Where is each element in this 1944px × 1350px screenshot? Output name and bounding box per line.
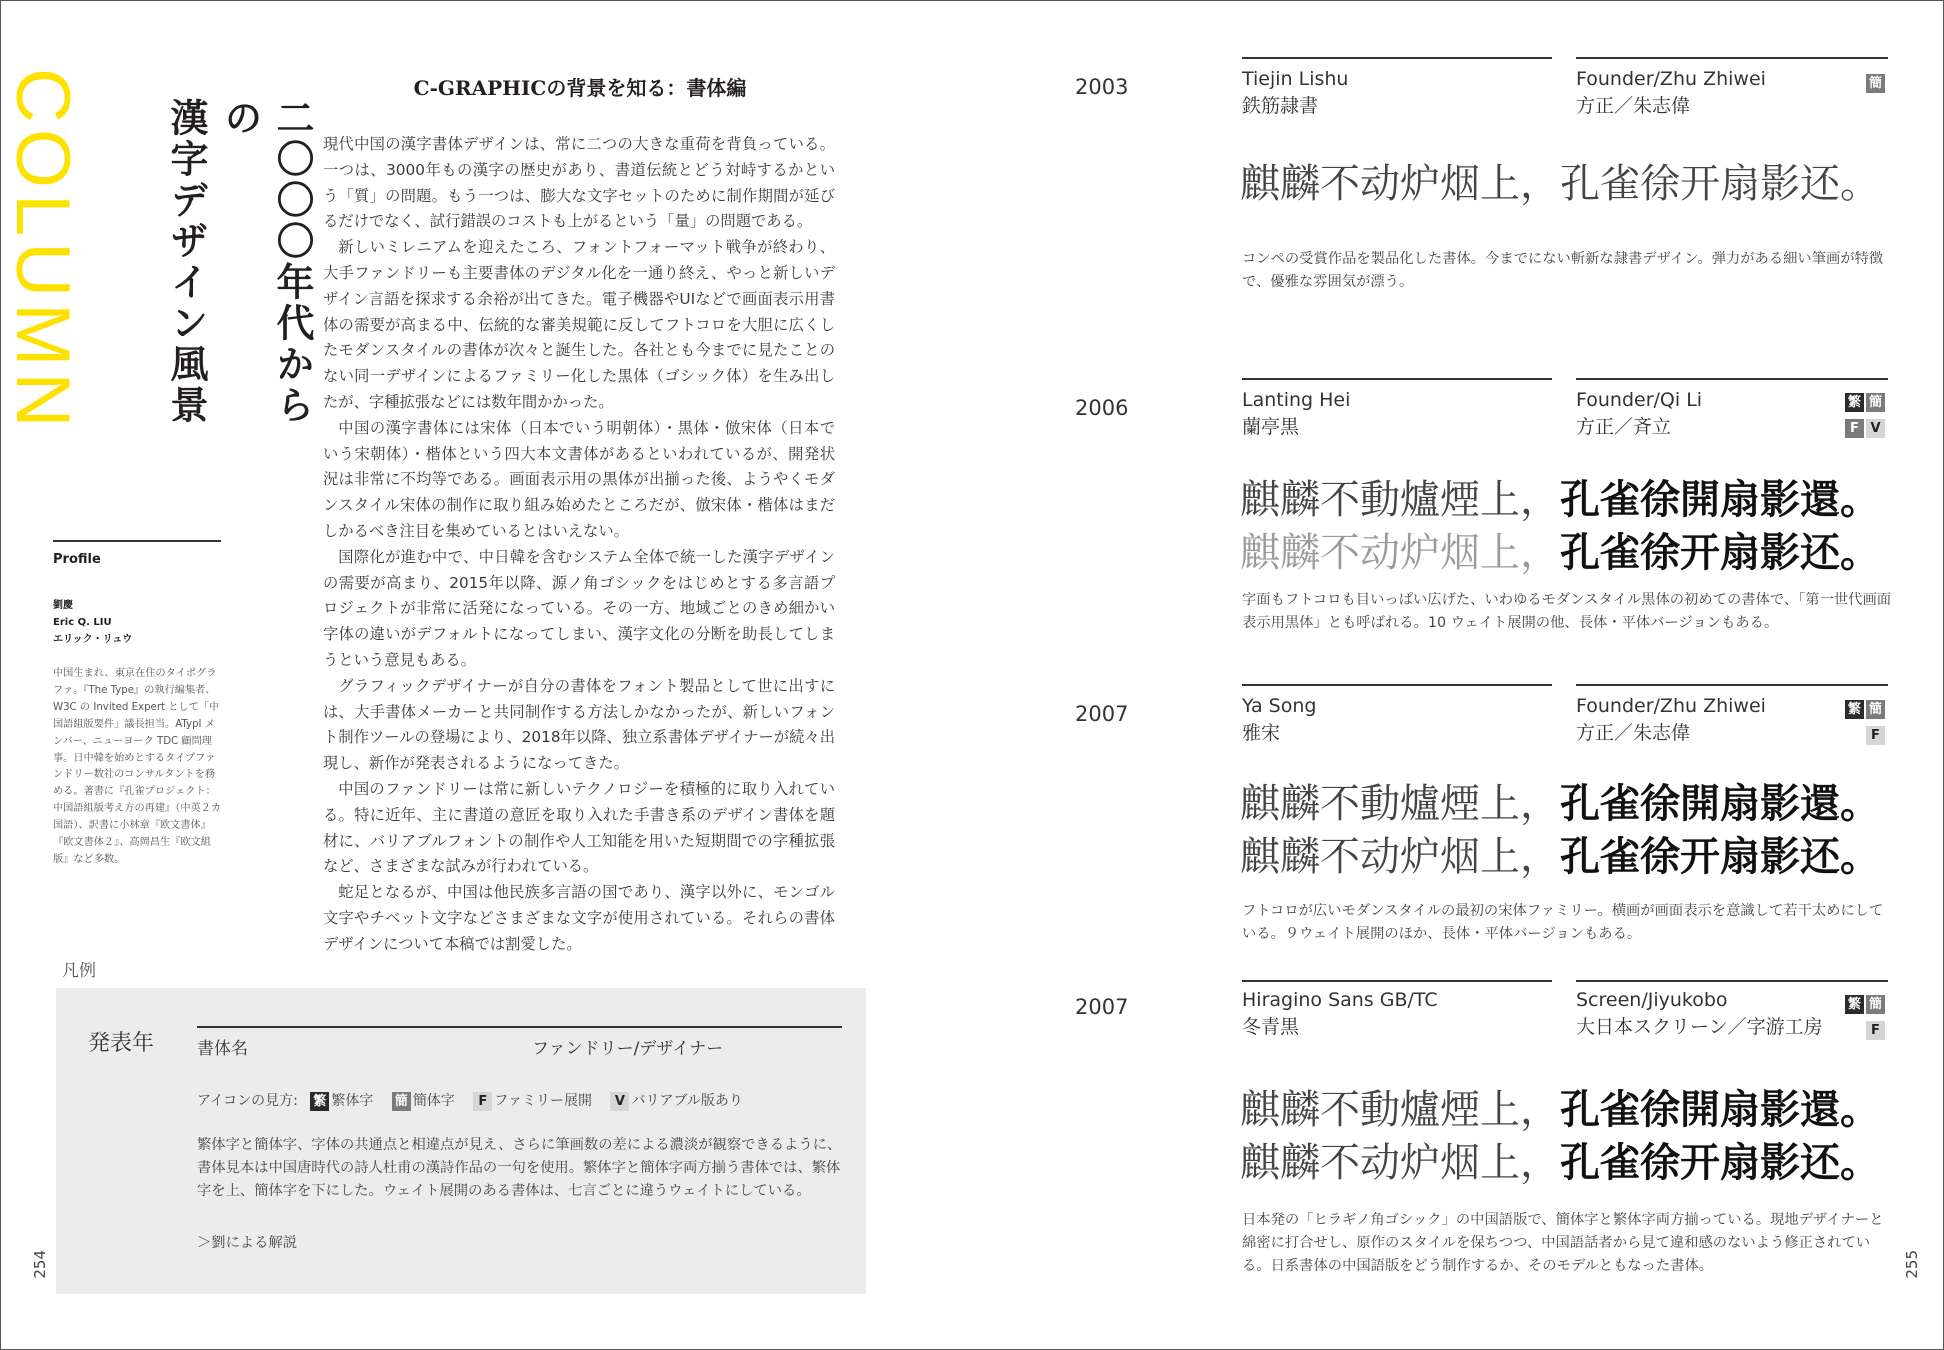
- legend-typeface-name-label: 書体名: [197, 1026, 567, 1059]
- type-sample: 麒麟不動爐煙上，孔雀徐開扇影還。 麒麟不动炉烟上，孔雀徐开扇影还。: [1240, 781, 1880, 880]
- body-paragraph: 蛇足となるが、中国は他民族多言語の国であり、漢字以外に、モンゴル文字やチベット文字などさまざまな文字が使用されている。それらの書体デザインについて本稿では割愛した。: [323, 883, 835, 953]
- traditional-icon: 繁: [310, 1092, 329, 1111]
- foundry-designer: Founder/Zhu Zhiwei 方正／朱志偉: [1576, 695, 1766, 744]
- article-title: C-GRAPHICの背景を知る：書体編: [413, 76, 747, 100]
- entry-badges: [1845, 994, 1887, 1046]
- family-icon: F: [1845, 419, 1864, 438]
- legend-note: 繁体字と簡体字、字体の共通点と相違点が見え、さらに筆画数の差による濃淡が観察できるように、書体見本は中国唐時代の詩人杜甫の漢詩作品の一句を使用。繁体字と簡体字両方揃う書体では、繁体字を上、簡体字を下にした。ウェイト展開のある書体は、七言ごとに違うウェイトにしている。: [197, 1137, 842, 1199]
- vertical-title-line-2: 漢字デザイン風景: [164, 98, 209, 426]
- legend-icon-key: [197, 1090, 757, 1111]
- typeface-name: Tiejin Lishu 鉄筋隷書: [1242, 68, 1349, 117]
- foundry-designer: Founder/Qi Li 方正／斉立: [1576, 389, 1703, 438]
- body-paragraph: 新しいミレニアムを迎えたころ、フォントフォーマット戦争が終わり、大手ファンドリーも主要書体のデジタル化を一通り終え、やっと新しいデザイン言語を探求する余裕が出てきた。電子機器やUIなどで画面表示用書体の需要が高まる中、伝統的な審美規範に反してフトコロを大胆に広くしたモダンスタイルの書体が次々と誕生した。各社とも今までに見たことのない同一デザインによるファミリー化した黒体（ゴシック体）を生み出したが、字種拡張などには数年間かかった。: [323, 238, 835, 411]
- traditional-icon: 繁: [1845, 700, 1864, 719]
- entry-description: 字面もフトコロも目いっぱい広げた、いわゆるモダンスタイル黒体の初めての書体で、「第一世代画面表示用黒体」とも呼ばれる。10 ウェイト展開の他、長体・平体バージョンもある。: [1242, 592, 1892, 631]
- legend-credit: ＞劉による解説: [197, 1235, 298, 1251]
- profile-bio: 中国生まれ、東京在住のタイポグラファ。『The Type』の執行編集者、W3C の Invited Expert として「中国語組版要件」議長担当。ATypI メンバー、ニューヨーク TDC 顧問理事。日中韓を始めとするタイプファンドリー数社のコンサルタントを務める。著書に『孔雀プロジェクト：中国語組版考え方の再建』（中英２カ国語）、訳書に小林章『欧文書体』『欧文書体２』、高岡昌生『欧文組版』など多数。: [53, 668, 222, 865]
- name-rule: [1242, 684, 1552, 686]
- type-sample: 麒麟不动炉烟上，孔雀徐开扇影还。: [1240, 161, 1880, 207]
- foundry-rule: [1576, 378, 1888, 380]
- body-paragraph: グラフィックデザイナーが自分の書体をフォント製品として世に出すには、大手書体メーカーと共同制作する方法しかなかったが、新しいフォント制作ツールの登場により、2018年以降、独立系書体デザイナーが続々出現し、新作が発表されるようになってきた。: [323, 676, 835, 773]
- family-icon: F: [1866, 1021, 1885, 1040]
- variable-icon: V: [1866, 419, 1885, 438]
- entry-badges: [1845, 699, 1887, 751]
- profile-name: [53, 597, 132, 648]
- typeface-name: Lanting Hei 蘭亭黒: [1242, 389, 1351, 438]
- type-sample: 麒麟不動爐煙上，孔雀徐開扇影還。 麒麟不动炉烟上，孔雀徐开扇影还。: [1240, 1087, 1880, 1186]
- entry-badges: [1866, 73, 1887, 99]
- profile-name-en: Eric Q. LIU: [53, 617, 112, 628]
- profile-rule: [53, 540, 221, 542]
- body-paragraph: 中国のファンドリーは常に新しいテクノロジーを積極的に取り入れている。特に近年、主に書道の意匠を取り入れた手書き系のデザイン書体を題材に、バリアブルフォントの制作や人工知能を用いた短期間での字種拡張など、さまざまな試みが行われている。: [323, 779, 835, 876]
- page-number-right: 255: [1903, 1250, 1921, 1279]
- legend-caption: 凡例: [62, 961, 96, 981]
- typeface-name: Ya Song 雅宋: [1242, 695, 1317, 744]
- traditional-icon: 繁: [1845, 393, 1864, 412]
- type-sample: 麒麟不動爐煙上，孔雀徐開扇影還。 麒麟不动炉烟上，孔雀徐开扇影还。: [1240, 477, 1880, 576]
- column-label: COLUMN: [0, 68, 85, 434]
- profile-name-cn: 劉慶: [53, 600, 73, 611]
- legend-foundry-label: ファンドリー/デザイナー: [532, 1026, 842, 1059]
- simplified-icon: 簡: [1866, 393, 1885, 412]
- profile-heading: Profile: [53, 552, 101, 567]
- article-body: [323, 132, 835, 958]
- simplified-icon: 簡: [1866, 74, 1885, 93]
- body-paragraph: 国際化が進む中で、中日韓を含むシステム全体で統一した漢字デザインの需要が高まり、2015年以降、源ノ角ゴシックをはじめとする多言語プロジェクトが非常に活発になっている。その一方、地域ごとのきめ細かい字体の違いがデフォルトになってしまい、漢字文化の分断を助長してしまうという意見もある。: [323, 547, 835, 669]
- entry-year: 2007: [1075, 702, 1129, 726]
- legend-icon-item: F ファミリー展開: [473, 1093, 592, 1109]
- foundry-rule: [1576, 684, 1888, 686]
- variable-icon: V: [610, 1092, 629, 1111]
- legend-box: [56, 988, 866, 1294]
- page-number-left: 254: [31, 1250, 49, 1279]
- body-paragraph: 現代中国の漢字書体デザインは、常に二つの大きな重荷を背負っている。一つは、3000年もの漢字の歴史があり、書道伝統とどう対峙するかという「質」の問題。もう一つは、膨大な文字セットのために制作期間が延びるだけでなく、試行錯誤のコストも上がるという「量」の問題である。: [323, 135, 835, 231]
- profile-name-ja: エリック・リュウ: [53, 634, 133, 645]
- entry-description: フトコロが広いモダンスタイルの最初の宋体ファミリー。横画が画面表示を意識して若干太めにしている。９ウェイト展開のほか、長体・平体バージョンもある。: [1242, 903, 1884, 942]
- legend-year-label: 発表年: [88, 1031, 155, 1056]
- entry-badges: [1845, 392, 1887, 444]
- legend-icon-item: 簡 簡体字: [392, 1093, 455, 1109]
- simplified-icon: 簡: [1866, 995, 1885, 1014]
- simplified-icon: 簡: [1866, 700, 1885, 719]
- legend-icons-label: アイコンの見方:: [197, 1093, 298, 1109]
- simplified-icon: 簡: [392, 1092, 411, 1111]
- foundry-rule: [1576, 980, 1888, 982]
- legend-icon-item: V バリアブル版あり: [610, 1093, 742, 1109]
- entry-year: 2007: [1075, 995, 1129, 1019]
- traditional-icon: 繁: [1845, 995, 1864, 1014]
- name-rule: [1242, 57, 1552, 59]
- legend-icon-item: 繁 繁体字: [310, 1093, 373, 1109]
- entry-year: 2003: [1075, 75, 1129, 99]
- body-paragraph: 中国の漢字書体には宋体（日本でいう明朝体）・黒体・倣宋体（日本でいう宋朝体）・楷体という四大本文書体があるといわれているが、開発状況は非常に不均等である。画面表示用の黒体が出揃った後、ようやくモダンスタイル宋体の制作に取り組み始めたところだが、倣宋体・楷体はまだしかるべき注目を集めているとはいえない。: [323, 418, 835, 540]
- name-rule: [1242, 378, 1552, 380]
- foundry-designer: Founder/Zhu Zhiwei 方正／朱志偉: [1576, 68, 1766, 117]
- typeface-name: Hiragino Sans GB/TC 冬青黒: [1242, 989, 1438, 1038]
- name-rule: [1242, 980, 1552, 982]
- family-icon: F: [473, 1092, 492, 1111]
- entry-description: コンペの受賞作品を製品化した書体。今までにない斬新な隷書デザイン。弾力がある細い筆画が特徴で、優雅な雰囲気が漂う。: [1242, 251, 1884, 290]
- entry-description: 日本発の「ヒラギノ角ゴシック」の中国語版で、簡体字と繁体字両方揃っている。現地デザイナーと綿密に打合せし、原作のスタイルを保ちつつ、中国語話者から見て違和感のないよう修正されている。日系書体の中国語版をどう制作するか、そのモデルともなった書体。: [1242, 1212, 1884, 1274]
- family-icon: F: [1866, 726, 1885, 745]
- vertical-title-line-1: 二〇〇〇年代からの: [218, 98, 315, 426]
- foundry-designer: Screen/Jiyukobo 大日本スクリーン／字游工房: [1576, 989, 1823, 1038]
- foundry-rule: [1576, 57, 1888, 59]
- entry-year: 2006: [1075, 396, 1129, 420]
